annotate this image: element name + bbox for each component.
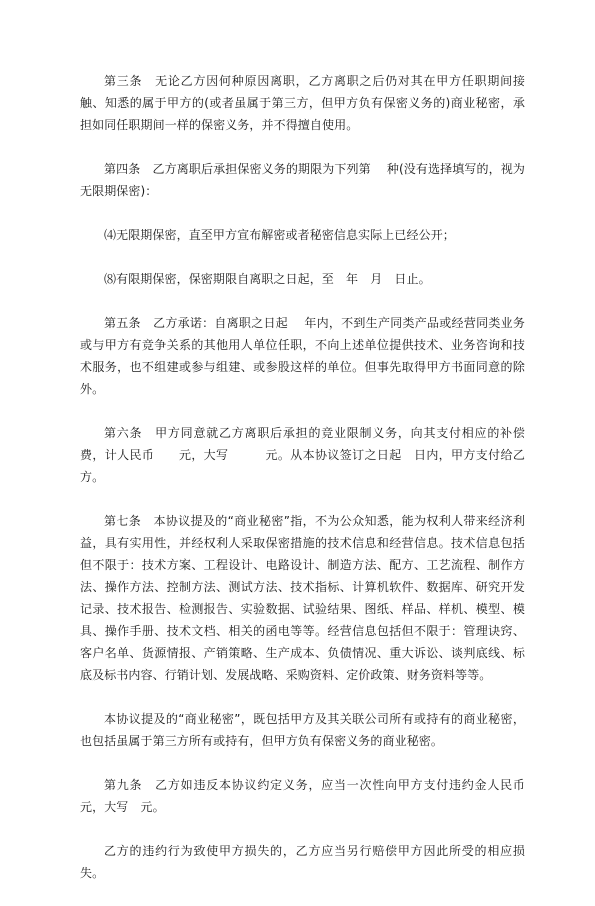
option-b-paragraph: ⑻有限期保密，保密期限自离职之日起，至 年 月 日止。 xyxy=(104,272,431,286)
article-9-paragraph: 第九条 乙方如违反本协议约定义务，应当一次性向甲方支付违约金人民币 元，大写 元。 xyxy=(80,778,538,814)
article-3-paragraph: 第三条 无论乙方因何种原因离职，乙方离职之后仍对其在甲方任职期间接触、知悉的属于甲方的(或者虽属于第三方，但甲方负有保密义务的)商业秘密，承担如同任职期间一样的保密义务，并不得擅自使用。 xyxy=(80,74,525,132)
option-a-paragraph: ⑷无限期保密，直至甲方宣布解密或者秘密信息实际上已经公开； xyxy=(104,228,455,242)
article-4-paragraph: 第四条 乙方离职后承担保密义务的期限为下列第 种(没有选择填写的，视为无限期保密)： xyxy=(80,162,525,198)
document-page xyxy=(80,70,538,906)
article-6-paragraph: 第六条 甲方同意就乙方离职后承担的竞业限制义务，向其支付相应的补偿费，计人民币 元，大写 元。从本协议签订之日起 日内，甲方支付给乙方。 xyxy=(80,426,525,484)
article-5-paragraph: 第五条 乙方承诺：自离职之日起 年内，不到生产同类产品或经营同类业务或与甲方有竞争关系的其他用人单位任职，不向上述单位提供技术、业务咨询和技术服务，也不组建或参与组建、或参股这样的单位。但事先取得甲方书面同意的除外。 xyxy=(80,316,525,396)
trade-secret-scope-paragraph: 本协议提及的“商业秘密”，既包括甲方及其关联公司所有或持有的商业秘密，也包括虽属于第三方所有或持有，但甲方负有保密义务的商业秘密。 xyxy=(80,712,525,748)
article-7-paragraph: 第七条 本协议提及的“商业秘密”指，不为公众知悉，能为权利人带来经济利益，具有实用性，并经权利人采取保密措施的技术信息和经营信息。技术信息包括但不限于：技术方案、工程设计、电路设计、制造方法、配方、工艺流程、制作方法、操作方法、控制方法、测试方法、技术指标、计算机软件、数据库、研究开发记录、技术报告、检测报告、实验数据、试验结果、图纸、样品、样机、模型、模具、操作手册、技术文档、相关的函电等等。经营信息包括但不限于：管理诀窍、客户名单、货源情报、产销策略、生产成本、负债情况、重大诉讼、谈判底线、标底及标书内容、行销计划、发展战略、采购资料、定价政策、财务资料等等。 xyxy=(80,514,525,682)
damages-paragraph: 乙方的违约行为致使甲方损失的，乙方应当另行赔偿甲方因此所受的相应损失。 xyxy=(80,844,525,880)
